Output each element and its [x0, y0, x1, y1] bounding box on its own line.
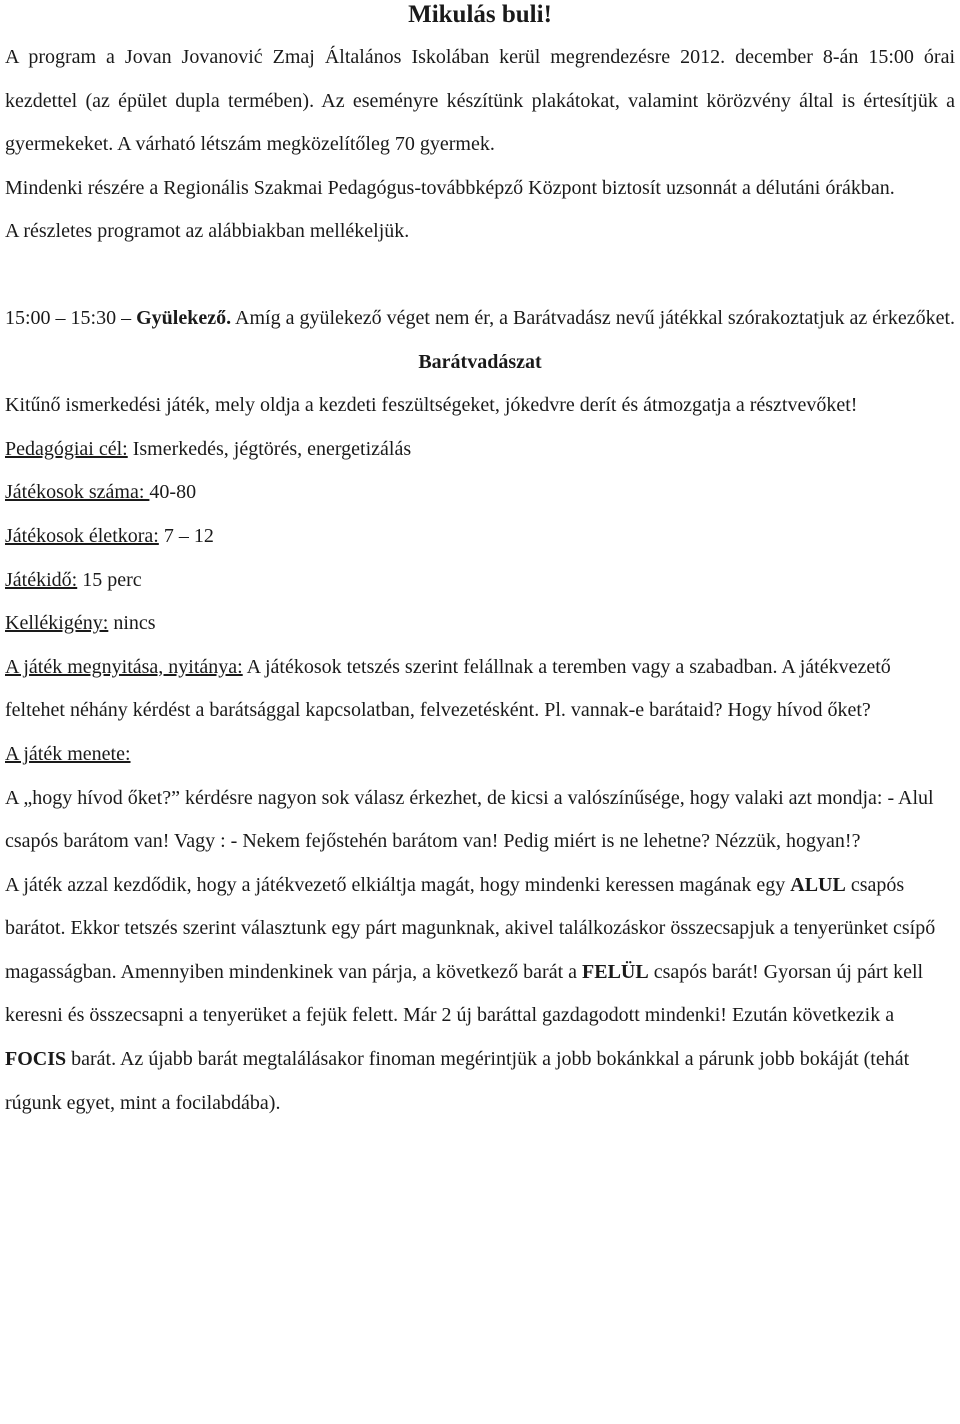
opening-text: A játékosok tetszés szerint felállnak a teremben vagy a szabadban. A játékvezető feltehet néhány kérdést a barátsággal kapcsolatban, felvezetésként. Pl. vannak-e barátaid? Hogy hívod őket?	[5, 655, 891, 722]
game-title: Barátvadászat	[418, 350, 542, 373]
emphasis-focis: FOCIS	[5, 1048, 67, 1071]
document-page	[5, 0, 955, 1125]
schedule-description: Amíg a gyülekező véget nem ér, a Barátvadász nevű játékkal szórakoztatjuk az érkezőket.	[235, 306, 956, 329]
schedule-gathering	[5, 297, 955, 341]
schedule-event: Gyülekező.	[136, 306, 232, 329]
emphasis-alul: ALUL	[790, 873, 846, 896]
field-goal	[5, 428, 955, 472]
intro-paragraph-snack: Mindenki részére a Regionális Szakmai Pedagógus-továbbképző Központ biztosít uzsonnát a délutáni órákban.	[5, 176, 895, 199]
game-opening	[5, 646, 955, 733]
emphasis-felul: FELÜL	[582, 960, 649, 983]
field-value: Ismerkedés, jégtörés, energetizálás	[127, 437, 412, 460]
field-player-count	[5, 471, 955, 515]
field-player-age	[5, 515, 955, 559]
game-process-paragraph-1: A „hogy hívod őket?” kérdésre nagyon sok válasz érkezhet, de kicsi a valószínűsége, hogy valaki azt mondja: - Alul csapós barátom van! Vagy : - Nekem fejőstehén barátom van! Pedig miért is ne lehetne? Nézzük, hogyan!?	[5, 786, 934, 853]
intro-paragraph-location: A program a Jovan Jovanović Zmaj Általános Iskolában kerül megrendezésre 2012. december 8-án 15:00 órai kezdettel (az épület dupla termében). Az eseményre készítünk plakátokat, valamint körözvény által is értesítjük a gyermekeket. A várható létszám megközelítőleg 70 gyermek.	[5, 46, 955, 156]
spacer	[5, 254, 955, 297]
field-label: Kellékigény:	[5, 612, 109, 635]
intro-paragraph-program: A részletes programot az alábbiakban mellékeljük.	[5, 220, 410, 243]
field-value: nincs	[108, 612, 156, 635]
field-game-time	[5, 559, 955, 603]
field-label: Játékidő:	[5, 568, 78, 591]
field-props	[5, 602, 955, 646]
opening-label: A játék megnyitása, nyitánya:	[5, 655, 243, 678]
field-value: 15 perc	[77, 568, 142, 591]
field-label: Játékosok száma:	[5, 481, 150, 504]
document-title: Mikulás buli!	[408, 1, 552, 28]
field-label: Pedagógiai cél:	[5, 437, 128, 460]
game-process-heading: A játék menete:	[5, 742, 131, 765]
game-summary: Kitűnő ismerkedési játék, mely oldja a kezdeti feszültségeket, jókedvre derít és átmozgatja a résztvevőket!	[5, 394, 858, 417]
game-process-paragraph-2: A játék azzal kezdődik, hogy a játékvezető elkiáltja magát, hogy mindenki keressen magának egy ALUL csapós barátot. Ekkor tetszés szerint választunk egy párt magunknak, akivel találkozáskor összecsapjuk a tenyerünket csípő magasságban. Amennyiben mindenkinek van párja, a következő barát a FELÜL csapós barát! Gyorsan új párt kell keresni és összecsapni a tenyerüket a fejük felett. Már 2 új baráttal gazdagodott mindenki! Ezután következik a FOCIS barát. Az újabb barát megtalálásakor finoman megérintjük a jobb bokánkkal a párunk jobb bokáját (tehát rúgunk egyet, mint a focilabdába).	[5, 873, 936, 1114]
schedule-time: 15:00 – 15:30 –	[5, 306, 132, 329]
field-value: 40-80	[149, 481, 197, 504]
field-value: 7 – 12	[158, 524, 214, 547]
field-label: Játékosok életkora:	[5, 524, 159, 547]
